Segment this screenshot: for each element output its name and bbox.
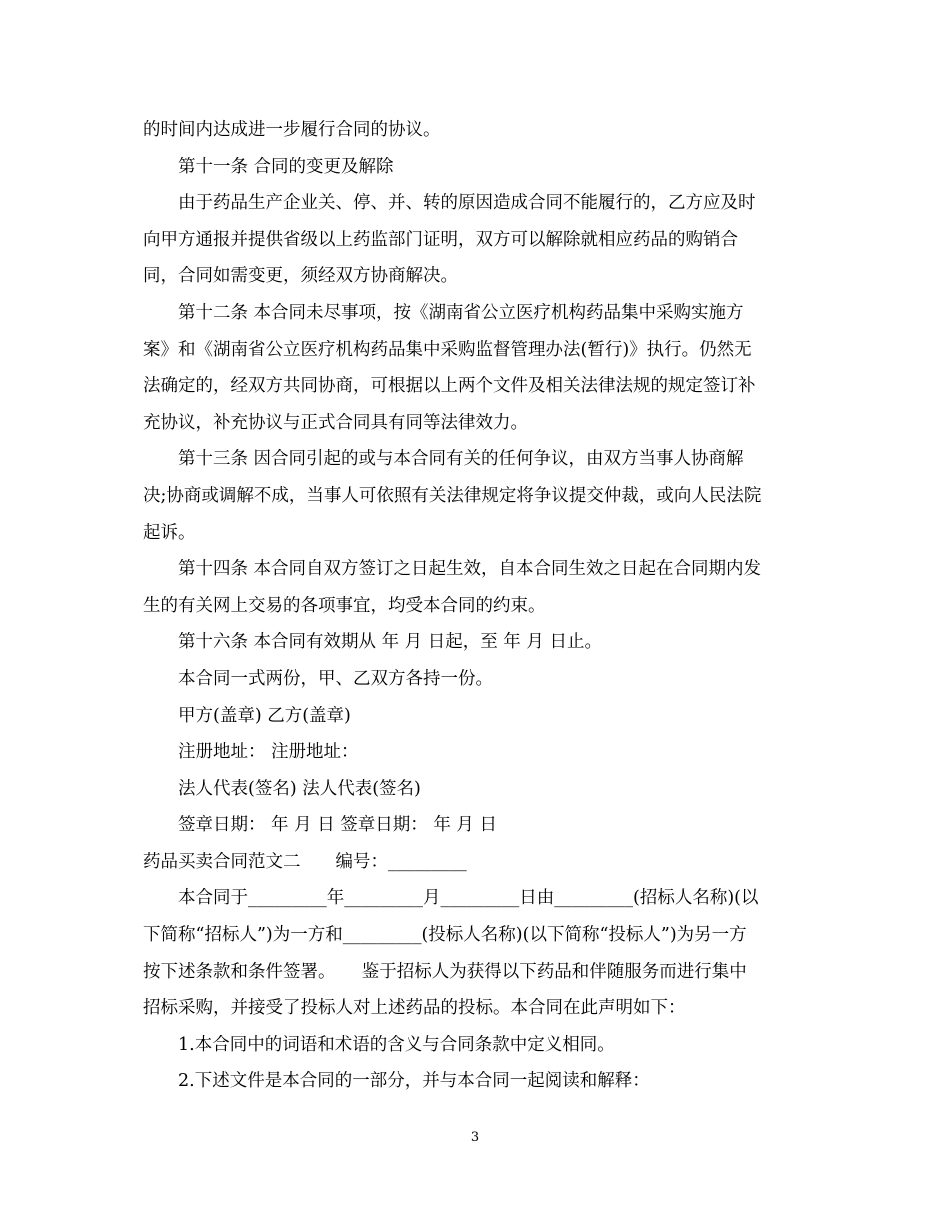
text-line: 招标采购，并接受了投标人对上述药品的投标。本合同在此声明如下： xyxy=(143,998,686,1019)
text-line: 的时间内达成进一步履行合同的协议。 xyxy=(143,120,441,140)
text-line: 向甲方通报并提供省级以上药监部门证明，双方可以解除就相应药品的购销合 xyxy=(143,229,738,250)
text-line: 第十二条 本合同未尽事项，按《湖南省公立医疗机构药品集中采购实施方 xyxy=(178,302,744,323)
text-line: 按下述条款和条件签署。 鉴于招标人为获得以下药品和伴随服务而进行集中 xyxy=(143,961,747,982)
text-line: 1.本合同中的词语和术语的含义与合同条款中定义相同。 xyxy=(178,1034,615,1055)
text-line: 充协议，补充协议与正式合同具有同等法律效力。 xyxy=(143,412,528,433)
text-line: 案》和《湖南省公立医疗机构药品集中采购监督管理办法(暂行)》执行。仍然无 xyxy=(143,339,752,360)
document-body xyxy=(143,112,808,1100)
text-line: 起诉。 xyxy=(143,522,196,543)
text-line: 法确定的，经双方共同协商，可根据以上两个文件及相关法律法规的规定签订补 xyxy=(143,376,756,397)
text-line: 药品买卖合同范文二 编号：_________ xyxy=(143,851,467,872)
text-line: 甲方(盖章) 乙方(盖章) xyxy=(178,705,351,726)
text-line: 第十一条 合同的变更及解除 xyxy=(178,156,394,177)
text-line: 由于药品生产企业关、停、并、转的原因造成合同不能履行的，乙方应及时 xyxy=(178,193,756,214)
text-line: 同，合同如需变更，须经双方协商解决。 xyxy=(143,266,458,287)
page-number: 3 xyxy=(470,1130,480,1145)
text-line: 第十四条 本合同自双方签订之日起生效，自本合同生效之日起在合同期内发 xyxy=(178,559,762,580)
text-line: 注册地址： 注册地址： xyxy=(178,742,359,763)
text-line: 法人代表(签名) 法人代表(签名) xyxy=(178,778,421,799)
text-line: 生的有关网上交易的各项事宜，均受本合同的约束。 xyxy=(143,595,546,616)
text-line: 2.下述文件是本合同的一部分，并与本合同一起阅读和解释： xyxy=(178,1071,650,1092)
text-line: 签章日期： 年 月 日 签章日期： 年 月 日 xyxy=(178,815,497,836)
text-line: 第十六条 本合同有效期从 年 月 日起，至 年 月 日止。 xyxy=(178,632,602,653)
text-line: 下简称“招标人”)为一方和_________(投标人名称)(以下简称“投标人”)为另一方 xyxy=(143,925,747,946)
text-line: 决;协商或调解不成，当事人可依照有关法律规定将争议提交仲裁，或向人民法院 xyxy=(143,485,762,506)
text-line: 本合同一式两份，甲、乙双方各持一份。 xyxy=(178,668,493,689)
text-line: 第十三条 因合同引起的或与本合同有关的任何争议，由双方当事人协商解 xyxy=(178,449,744,470)
text-line: 本合同于_________年_________月_________日由_________(招标人名称)(以 xyxy=(178,888,759,909)
